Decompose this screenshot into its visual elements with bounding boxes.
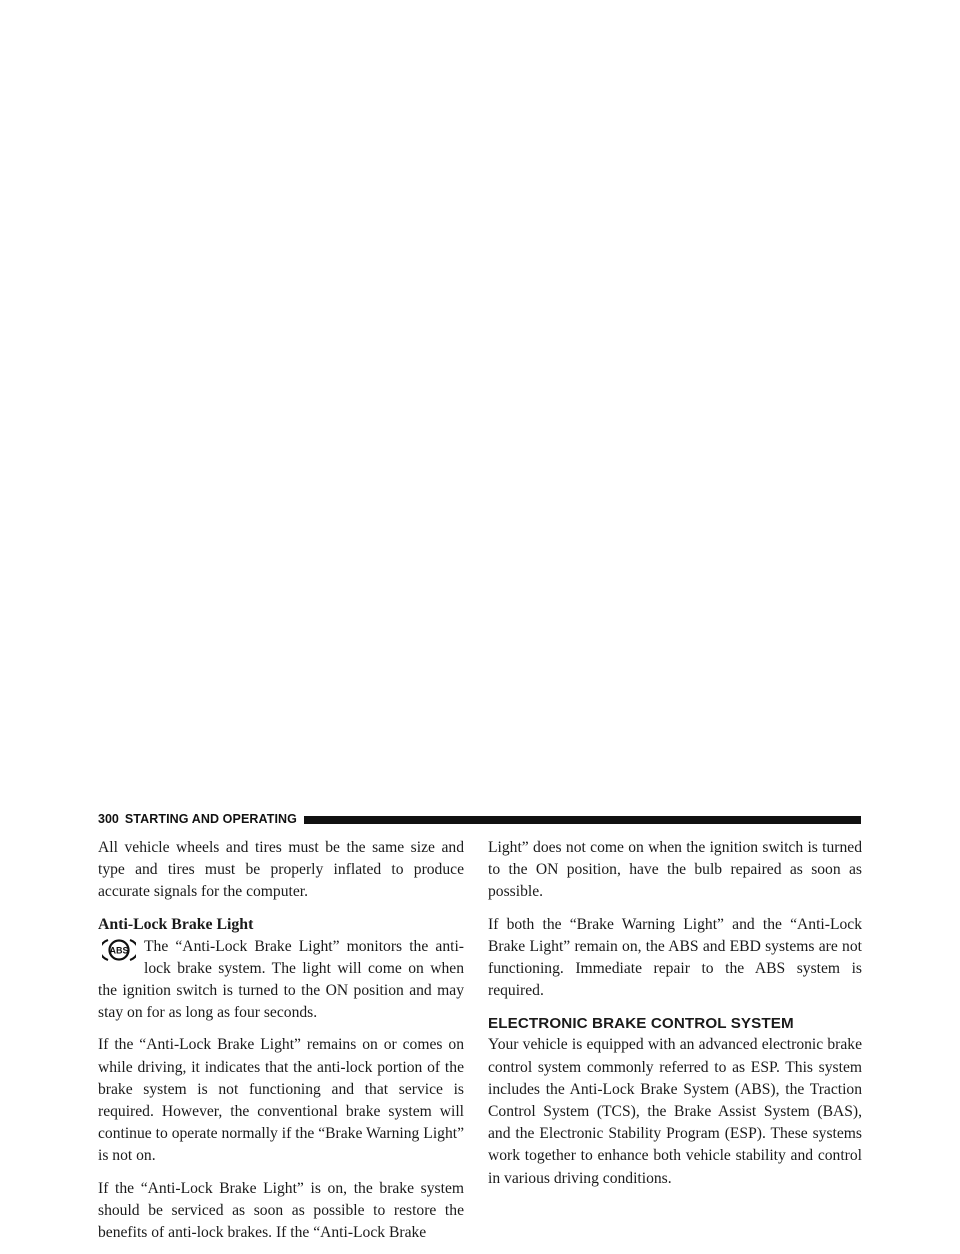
page-number: 300 bbox=[98, 812, 119, 826]
header-rule bbox=[304, 816, 861, 824]
section-title: STARTING AND OPERATING bbox=[124, 812, 297, 826]
both-lights-paragraph: If both the “Brake Warning Light” and the “Anti-Lock Brake Light” remain on, the ABS and EBD systems are not functioning. Immediate repair to the ABS system is required. bbox=[488, 915, 862, 1000]
right-column bbox=[488, 837, 862, 1200]
abs-light-description bbox=[98, 936, 464, 1025]
anti-lock-brake-light-heading: Anti-Lock Brake Light bbox=[98, 915, 254, 933]
abs-light-paragraph: The “Anti-Lock Brake Light” monitors the anti-lock brake system. The light will come on when the ignition switch is turned to the ON position and may stay on for as long as four seconds. bbox=[98, 937, 464, 1022]
abs-remains-on-paragraph: If the “Anti-Lock Brake Light” remains on or comes on while driving, it indicates that the anti-lock portion of the brake system is not functioning and that service is required. However, the conventional brake system will continue to operate normally if the “Brake Warning Light” is not on. bbox=[98, 1036, 464, 1165]
page-header bbox=[98, 811, 861, 827]
bulb-repair-paragraph: Light” does not come on when the ignition switch is turned to the ON position, have the bulb repaired as soon as possible. bbox=[488, 839, 862, 901]
intro-paragraph: All vehicle wheels and tires must be the same size and type and tires must be properly inflated to produce accurate signals for the computer. bbox=[98, 839, 464, 901]
abs-service-paragraph: If the “Anti-Lock Brake Light” is on, the brake system should be serviced as soon as possible to restore the benefits of anti-lock brakes. If the “Anti-Lock Brake bbox=[98, 1179, 464, 1242]
esp-description-paragraph: Your vehicle is equipped with an advanced electronic brake control system commonly referred to as ESP. This system includes the Anti-Lock Brake System (ABS), the Traction Control System (TCS), the Brake Assist System (BAS), and the Electronic Stability Program (ESP). These systems work together to enhance both vehicle stability and control in various driving conditions. bbox=[488, 1036, 862, 1187]
abs-warning-icon bbox=[102, 938, 136, 962]
electronic-brake-control-heading: ELECTRONIC BRAKE CONTROL SYSTEM bbox=[488, 1015, 794, 1033]
abs-icon-label: ABS bbox=[109, 945, 129, 956]
left-column bbox=[98, 837, 464, 1254]
